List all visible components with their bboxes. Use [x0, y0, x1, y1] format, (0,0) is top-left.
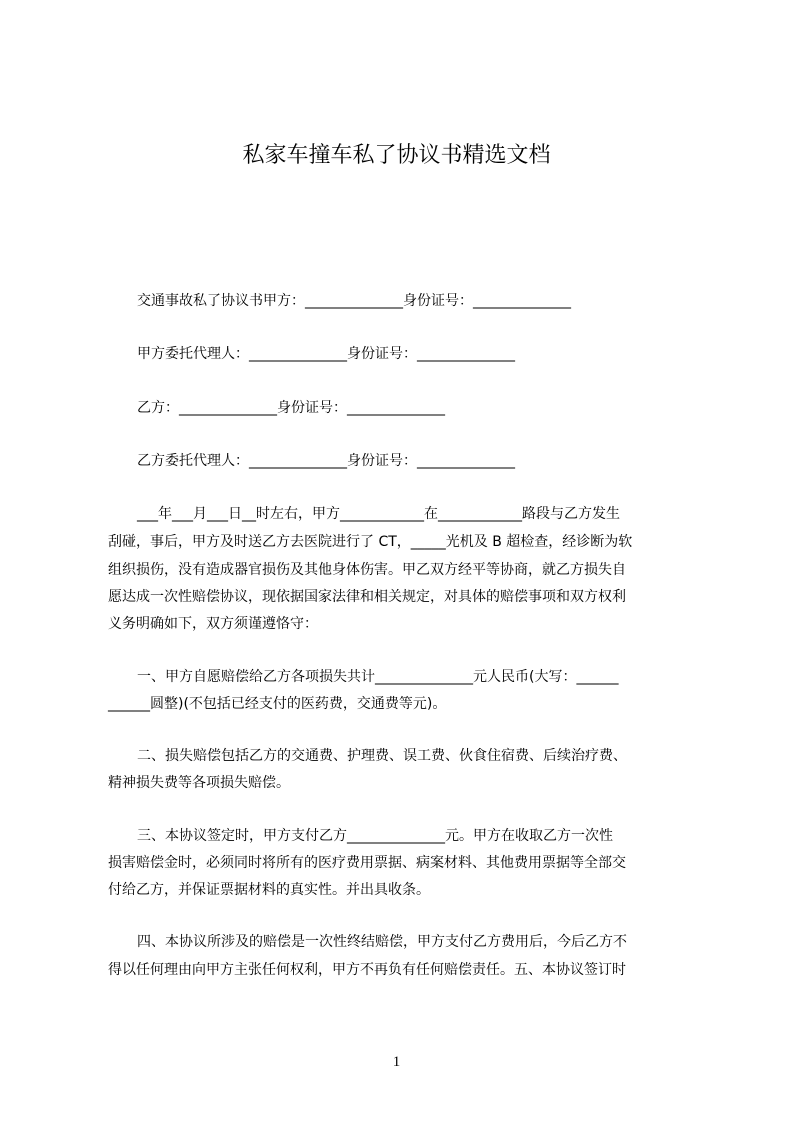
paragraph-line: ___年___月___日__时左右，甲方____________在____________路段与乙方发生: [137, 506, 620, 522]
paragraph-line: 义务明确如下，双方须谨遵恪守：: [108, 616, 318, 632]
clause-three-line: 付给乙方，并保证票据材料的真实性。并出具收条。: [108, 882, 430, 898]
clause-two-line: 二、损失赔偿包括乙方的交通费、护理费、误工费、伙食住宿费、后续治疗费、: [137, 748, 627, 764]
field-jiafang: 交通事故私了协议书甲方：______________身份证号：______________: [137, 293, 571, 309]
clause-four-line: 四、本协议所涉及的赔偿是一次性终结赔偿，甲方支付乙方费用后，今后乙方不: [137, 934, 627, 950]
paragraph-line: 愿达成一次性赔偿协议，现依据国家法律和相关规定，对具体的赔偿事项和双方权利: [108, 589, 626, 605]
clause-one-line: 一、甲方自愿赔偿给乙方各项损失共计______________元人民币(大写：______: [137, 669, 619, 685]
clause-one-line: ______圆整)(不包括已经支付的医药费，交通费等元)。: [108, 696, 447, 712]
field-yifang-agent: 乙方委托代理人：______________身份证号：______________: [137, 453, 515, 469]
field-yifang: 乙方：______________身份证号：______________: [137, 400, 445, 416]
page-title: 私家车撞车私了协议书精选文档: [242, 143, 551, 168]
clause-four-line: 得以任何理由向甲方主张任何权利，甲方不再负有任何赔偿责任。五、本协议签订时: [108, 962, 626, 978]
clause-two-line: 精神损失费等各项损失赔偿。: [108, 775, 290, 791]
clause-three-line: 三、本协议签定时，甲方支付乙方______________元。甲方在收取乙方一次性: [137, 828, 613, 844]
page-number: 1: [392, 1054, 401, 1070]
field-jiafang-agent: 甲方委托代理人：______________身份证号：______________: [137, 346, 515, 362]
paragraph-line: 刮碰，事后，甲方及时送乙方去医院进行了 CT，_____光机及 B 超检查，经诊断为软: [108, 534, 633, 550]
clause-three-line: 损害赔偿金时，必须同时将所有的医疗费用票据、病案材料、其他费用票据等全部交: [108, 855, 626, 871]
paragraph-line: 组织损伤，没有造成器官损伤及其他身体伤害。甲乙双方经平等协商，就乙方损失自: [108, 562, 626, 578]
